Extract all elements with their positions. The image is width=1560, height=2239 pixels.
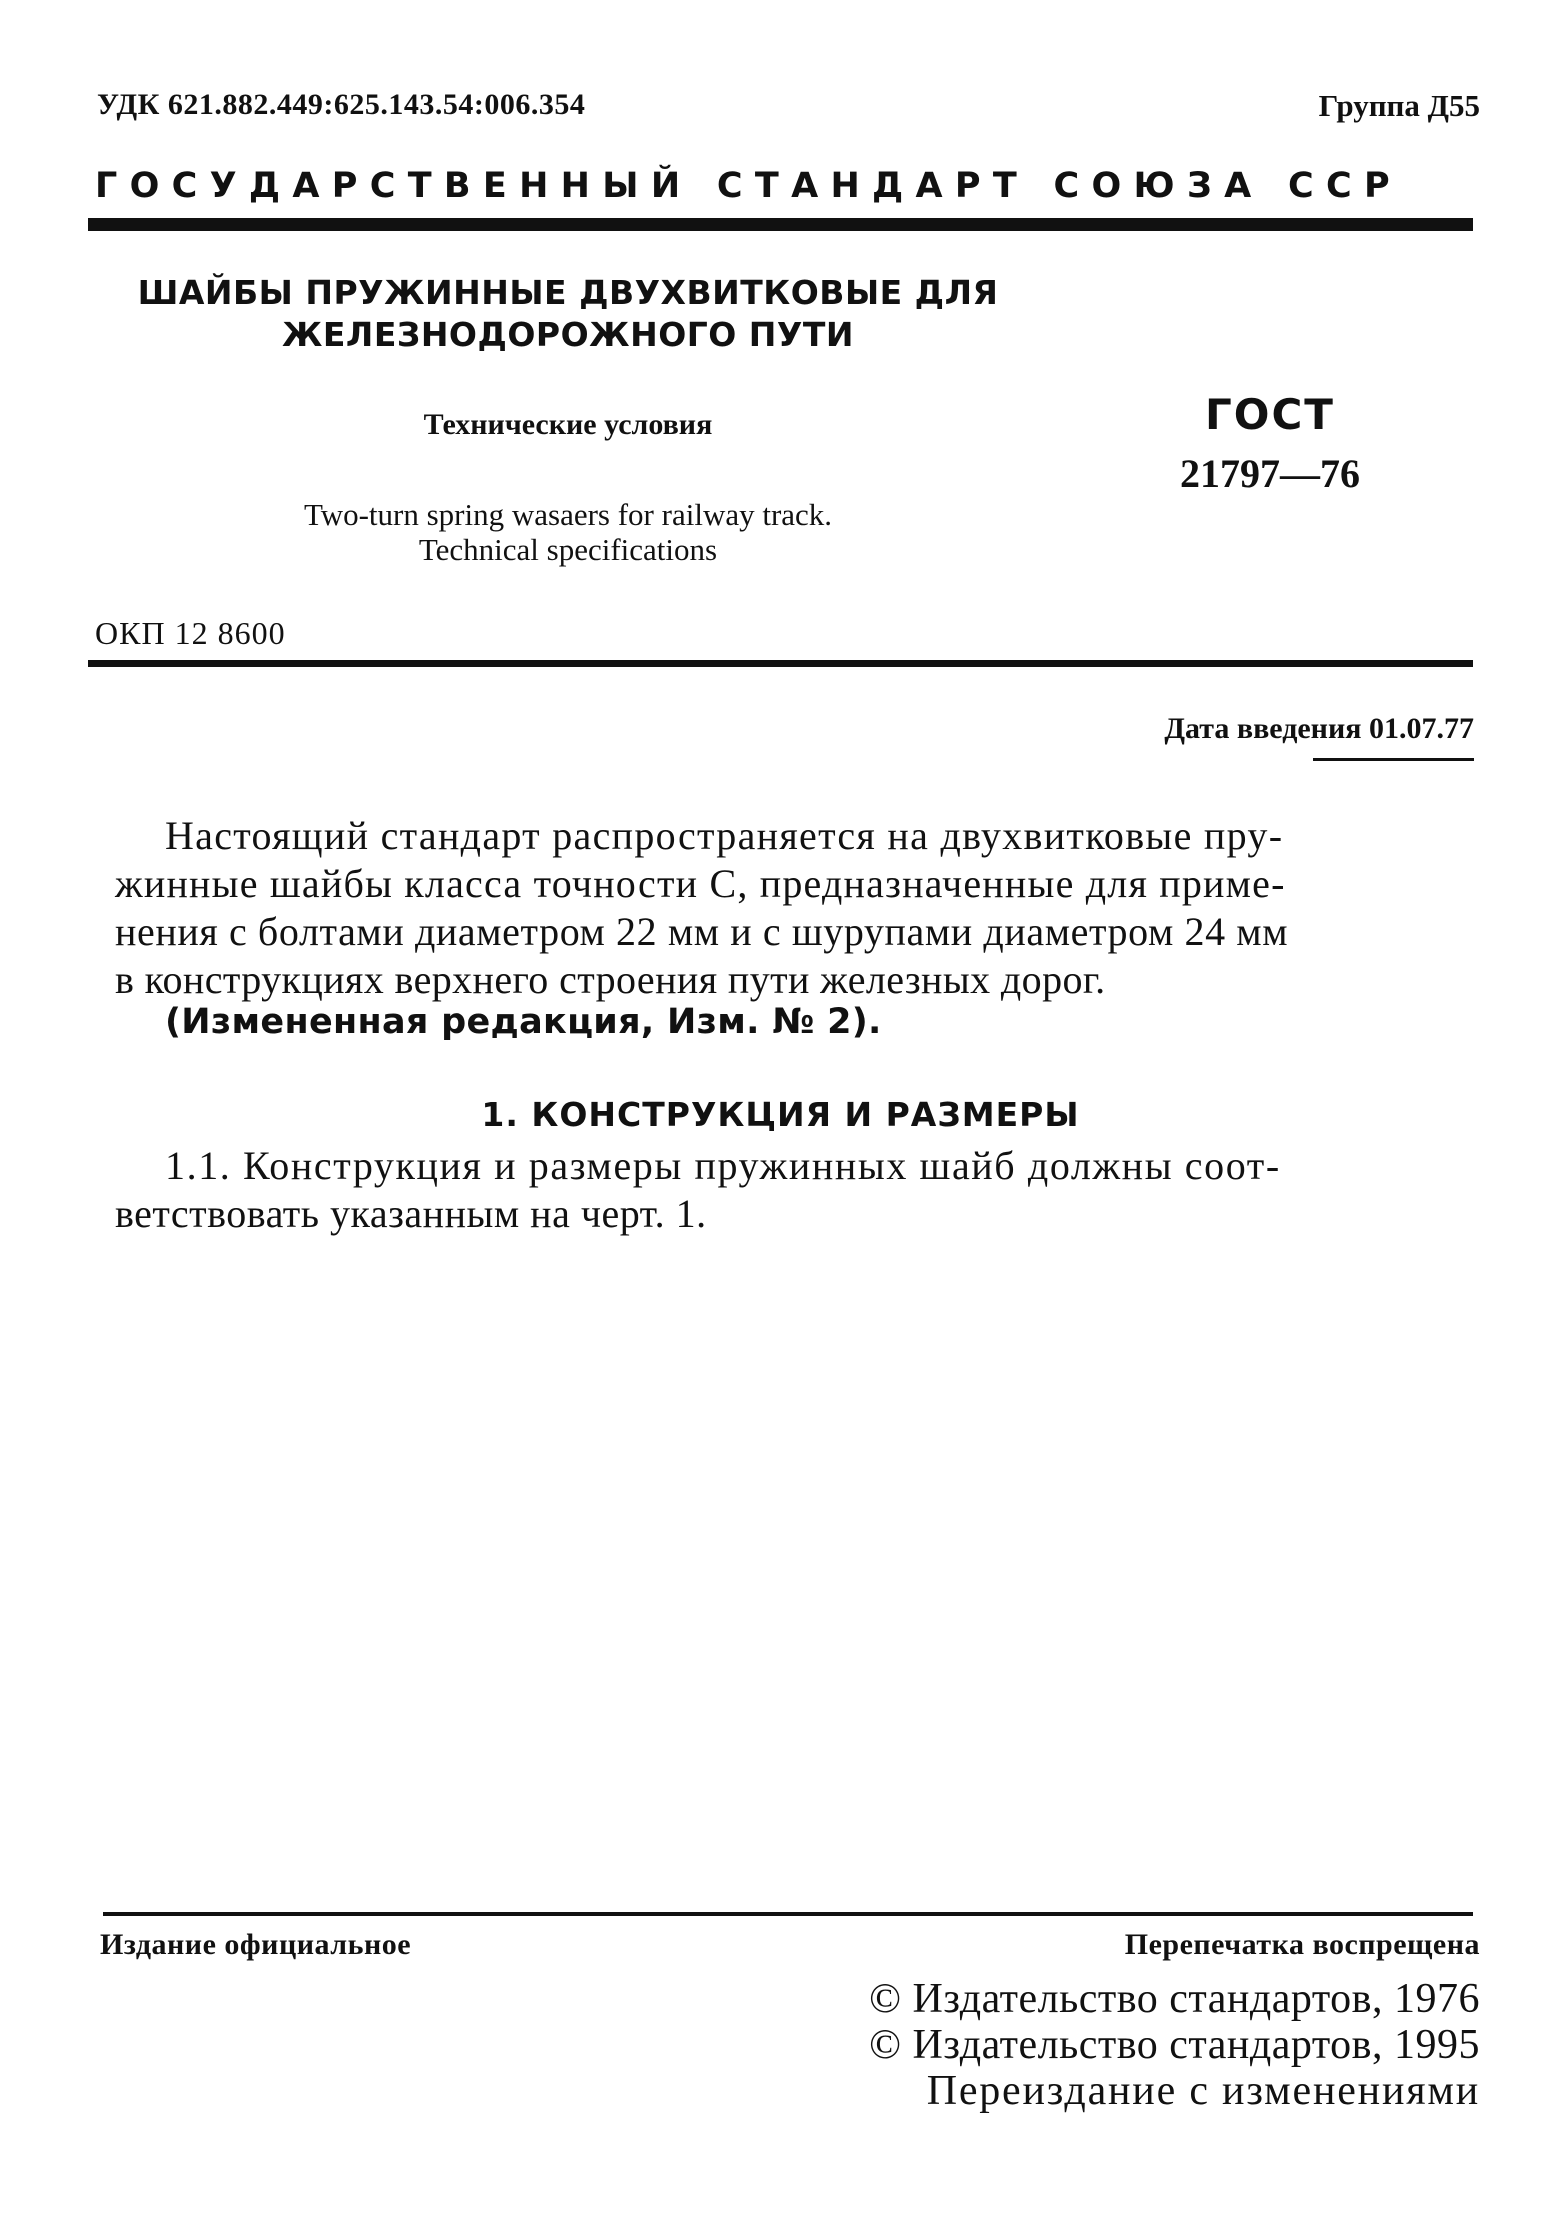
- scope-paragraph-line-2: жинные шайбы класса точности С, предназначенные для приме-: [115, 861, 1286, 906]
- scope-paragraph-line-1: Настоящий стандарт распространяется на двухвитковые пру-: [165, 813, 1284, 858]
- group-code: Группа Д55: [1318, 88, 1480, 123]
- footer-rule: [103, 1912, 1473, 1916]
- subtitle-technical-conditions: Технические условия: [423, 408, 713, 441]
- copyright-1995: © Издательство стандартов, 1995: [869, 2022, 1480, 2068]
- reprint-prohibited: Перепечатка воспрещена: [1124, 1928, 1480, 1961]
- clause-1-1-line-2: ветствовать указанным на черт. 1.: [115, 1191, 707, 1236]
- amendment-note: (Измененная редакция, Изм. № 2).: [165, 1002, 882, 1042]
- state-standard-banner: ГОСУДАРСТВЕННЫЙ СТАНДАРТ СОЮЗА ССР: [95, 166, 1402, 206]
- copyright-1976: © Издательство стандартов, 1976: [869, 1976, 1480, 2022]
- gost-label: ГОСТ: [1205, 390, 1335, 439]
- scope-paragraph-line-3: нения с болтами диаметром 22 мм и с шурупами диаметром 24 мм: [115, 909, 1289, 954]
- reissue-with-changes: Переиздание с изменениями: [926, 2068, 1480, 2114]
- english-title-line-1: Two-turn spring wasaers for railway track.: [303, 497, 833, 532]
- official-edition: Издание официальное: [100, 1928, 412, 1961]
- scope-paragraph-line-4: в конструкциях верхнего строения пути железных дорог.: [115, 957, 1106, 1002]
- okp-code: ОКП 12 8600: [95, 615, 286, 651]
- english-title-line-2: Technical specifications: [418, 532, 718, 567]
- udk-code: УДК 621.882.449:625.143.54:006.354: [97, 88, 586, 121]
- clause-1-1-line-1: 1.1. Конструкция и размеры пружинных шайб должны соот-: [165, 1143, 1281, 1188]
- title-line-1: ШАЙБЫ ПРУЖИННЫЕ ДВУХВИТКОВЫЕ ДЛЯ: [137, 273, 999, 312]
- introduction-date: Дата введения 01.07.77: [1164, 712, 1474, 745]
- header-thick-rule: [88, 218, 1473, 231]
- okp-rule: [88, 660, 1473, 667]
- title-line-2: ЖЕЛЕЗНОДОРОЖНОГО ПУТИ: [281, 315, 854, 354]
- introduction-date-underline: [1313, 758, 1474, 761]
- section-heading: 1. КОНСТРУКЦИЯ И РАЗМЕРЫ: [481, 1095, 1080, 1134]
- gost-number: 21797—76: [1180, 451, 1360, 496]
